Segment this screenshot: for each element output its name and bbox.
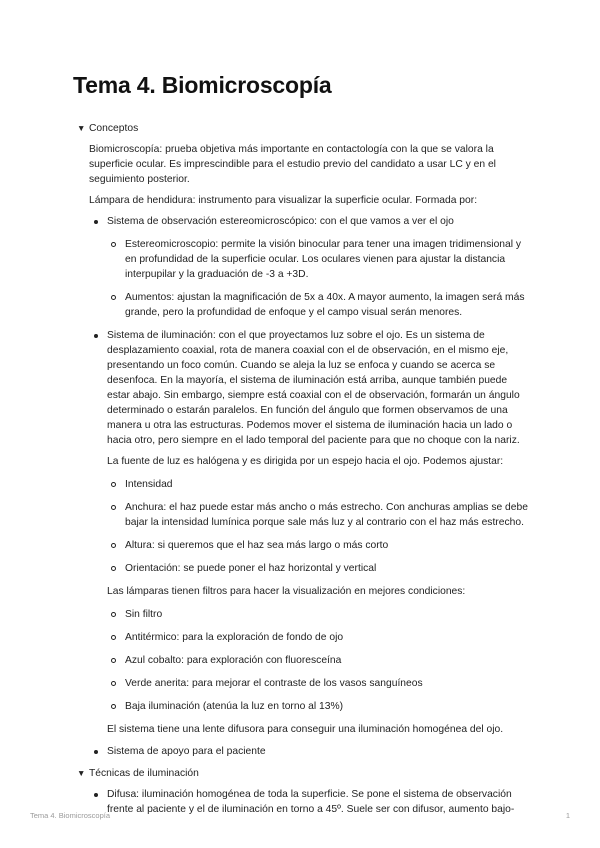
- list-item: Anchura: el haz puede estar más ancho o más estrecho. Con anchuras amplias se debe bajar la intensidad lumínica porque sale más luz y al contrario con el haz más estrecho.: [107, 500, 529, 530]
- sublist-ajustes: [107, 477, 529, 576]
- paragraph-fuente: La fuente de luz es halógena y es dirigida por un espejo hacia el ojo. Podemos ajustar:: [107, 456, 504, 467]
- list-item: Sin filtro: [107, 607, 529, 622]
- list-item: Aumentos: ajustan la magnificación de 5x a 40x. A mayor aumento, la imagen será más grande, pero la profundidad de enfoque y el campo visual serán menores.: [107, 290, 529, 320]
- triangle-down-icon[interactable]: ▼: [77, 123, 86, 133]
- list-item: Altura: si queremos que el haz sea más largo o más corto: [107, 538, 529, 553]
- paragraph-difusora: El sistema tiene una lente difusora para conseguir una iluminación homogénea del ojo.: [107, 724, 504, 735]
- list-item: Verde anerita: para mejorar el contraste de los vasos sanguíneos: [107, 676, 529, 691]
- paragraph-filtros: Las lámparas tienen filtros para hacer la visualización en mejores condiciones:: [107, 586, 466, 597]
- list-item: Sistema de apoyo para el paciente: [89, 744, 529, 759]
- toggle-tecnicas[interactable]: [77, 766, 529, 781]
- list-item-text: Sistema de observación estereomicroscópico: con el que vamos a ver el ojo: [107, 216, 454, 227]
- paragraph-lampara: Lámpara de hendidura: instrumento para visualizar la superficie ocular. Formada por:: [89, 195, 478, 206]
- page-title: Tema 4. Biomicroscopía: [73, 72, 332, 98]
- components-list: [89, 214, 529, 759]
- toggle-label: Técnicas de iluminación: [89, 768, 199, 779]
- footer-title: Tema 4. Biomicroscopía: [30, 811, 111, 820]
- list-item: [89, 328, 529, 737]
- triangle-down-icon[interactable]: ▼: [77, 768, 86, 778]
- page-content: [77, 121, 529, 824]
- list-item: Difusa: iluminación homogénea de toda la superficie. Se pone el sistema de observación frente al paciente y el de iluminación en torno a 45º. Suele ser con difusor, aumento bajo-: [89, 787, 529, 817]
- conceptos-body: [77, 142, 529, 759]
- list-item: Intensidad: [107, 477, 529, 492]
- list-item: Orientación: se puede poner el haz horizontal y vertical: [107, 561, 529, 576]
- sublist-filtros: [107, 607, 529, 714]
- toggle-label: Conceptos: [89, 123, 139, 134]
- sublist: [107, 237, 529, 320]
- list-item: [89, 214, 529, 320]
- list-item: Estereomicroscopio: permite la visión binocular para tener una imagen tridimensional y en profundidad de la superficie ocular. Los oculares vienen para ajustar la distancia interpupilar y la graduación de -3 a +3D.: [107, 237, 529, 282]
- toggle-conceptos[interactable]: [77, 121, 529, 136]
- page-number: 1: [565, 811, 570, 820]
- paragraph-biomicroscopia: Biomicroscopía: prueba objetiva más importante en contactología con la que se valora la superficie ocular. Es imprescindible para el estudio previo del candidato a usar LC y en el seguimiento posterior.: [89, 144, 496, 185]
- page-footer: [30, 811, 570, 820]
- list-item: Antitérmico: para la exploración de fondo de ojo: [107, 630, 529, 645]
- list-item: Azul cobalto: para exploración con fluoresceína: [107, 653, 529, 668]
- list-item: Baja iluminación (atenúa la luz en torno al 13%): [107, 699, 529, 714]
- list-item-text: Sistema de iluminación: con el que proyectamos luz sobre el ojo. Es un sistema de desplazamiento coaxial, rota de manera coaxial con el de observación, en el mismo eje, presentando un foco común. Cuando se aleja la luz se enfoca y cuando se acerca se desenfoca. En la mayoría, el sistema de iluminación está arriba, aunque también puede estar abajo. Sin embargo, siempre está coaxial con el de observación, formarán un ángulo determinado o estarán paralelos. En función del ángulo que formen observamos de una manera u otra las estructuras. Podemos mover el sistema de iluminación hacia un lado o hacia otro, pero siempre en el lado temporal del paciente para que no choque con la nariz.: [107, 330, 520, 446]
